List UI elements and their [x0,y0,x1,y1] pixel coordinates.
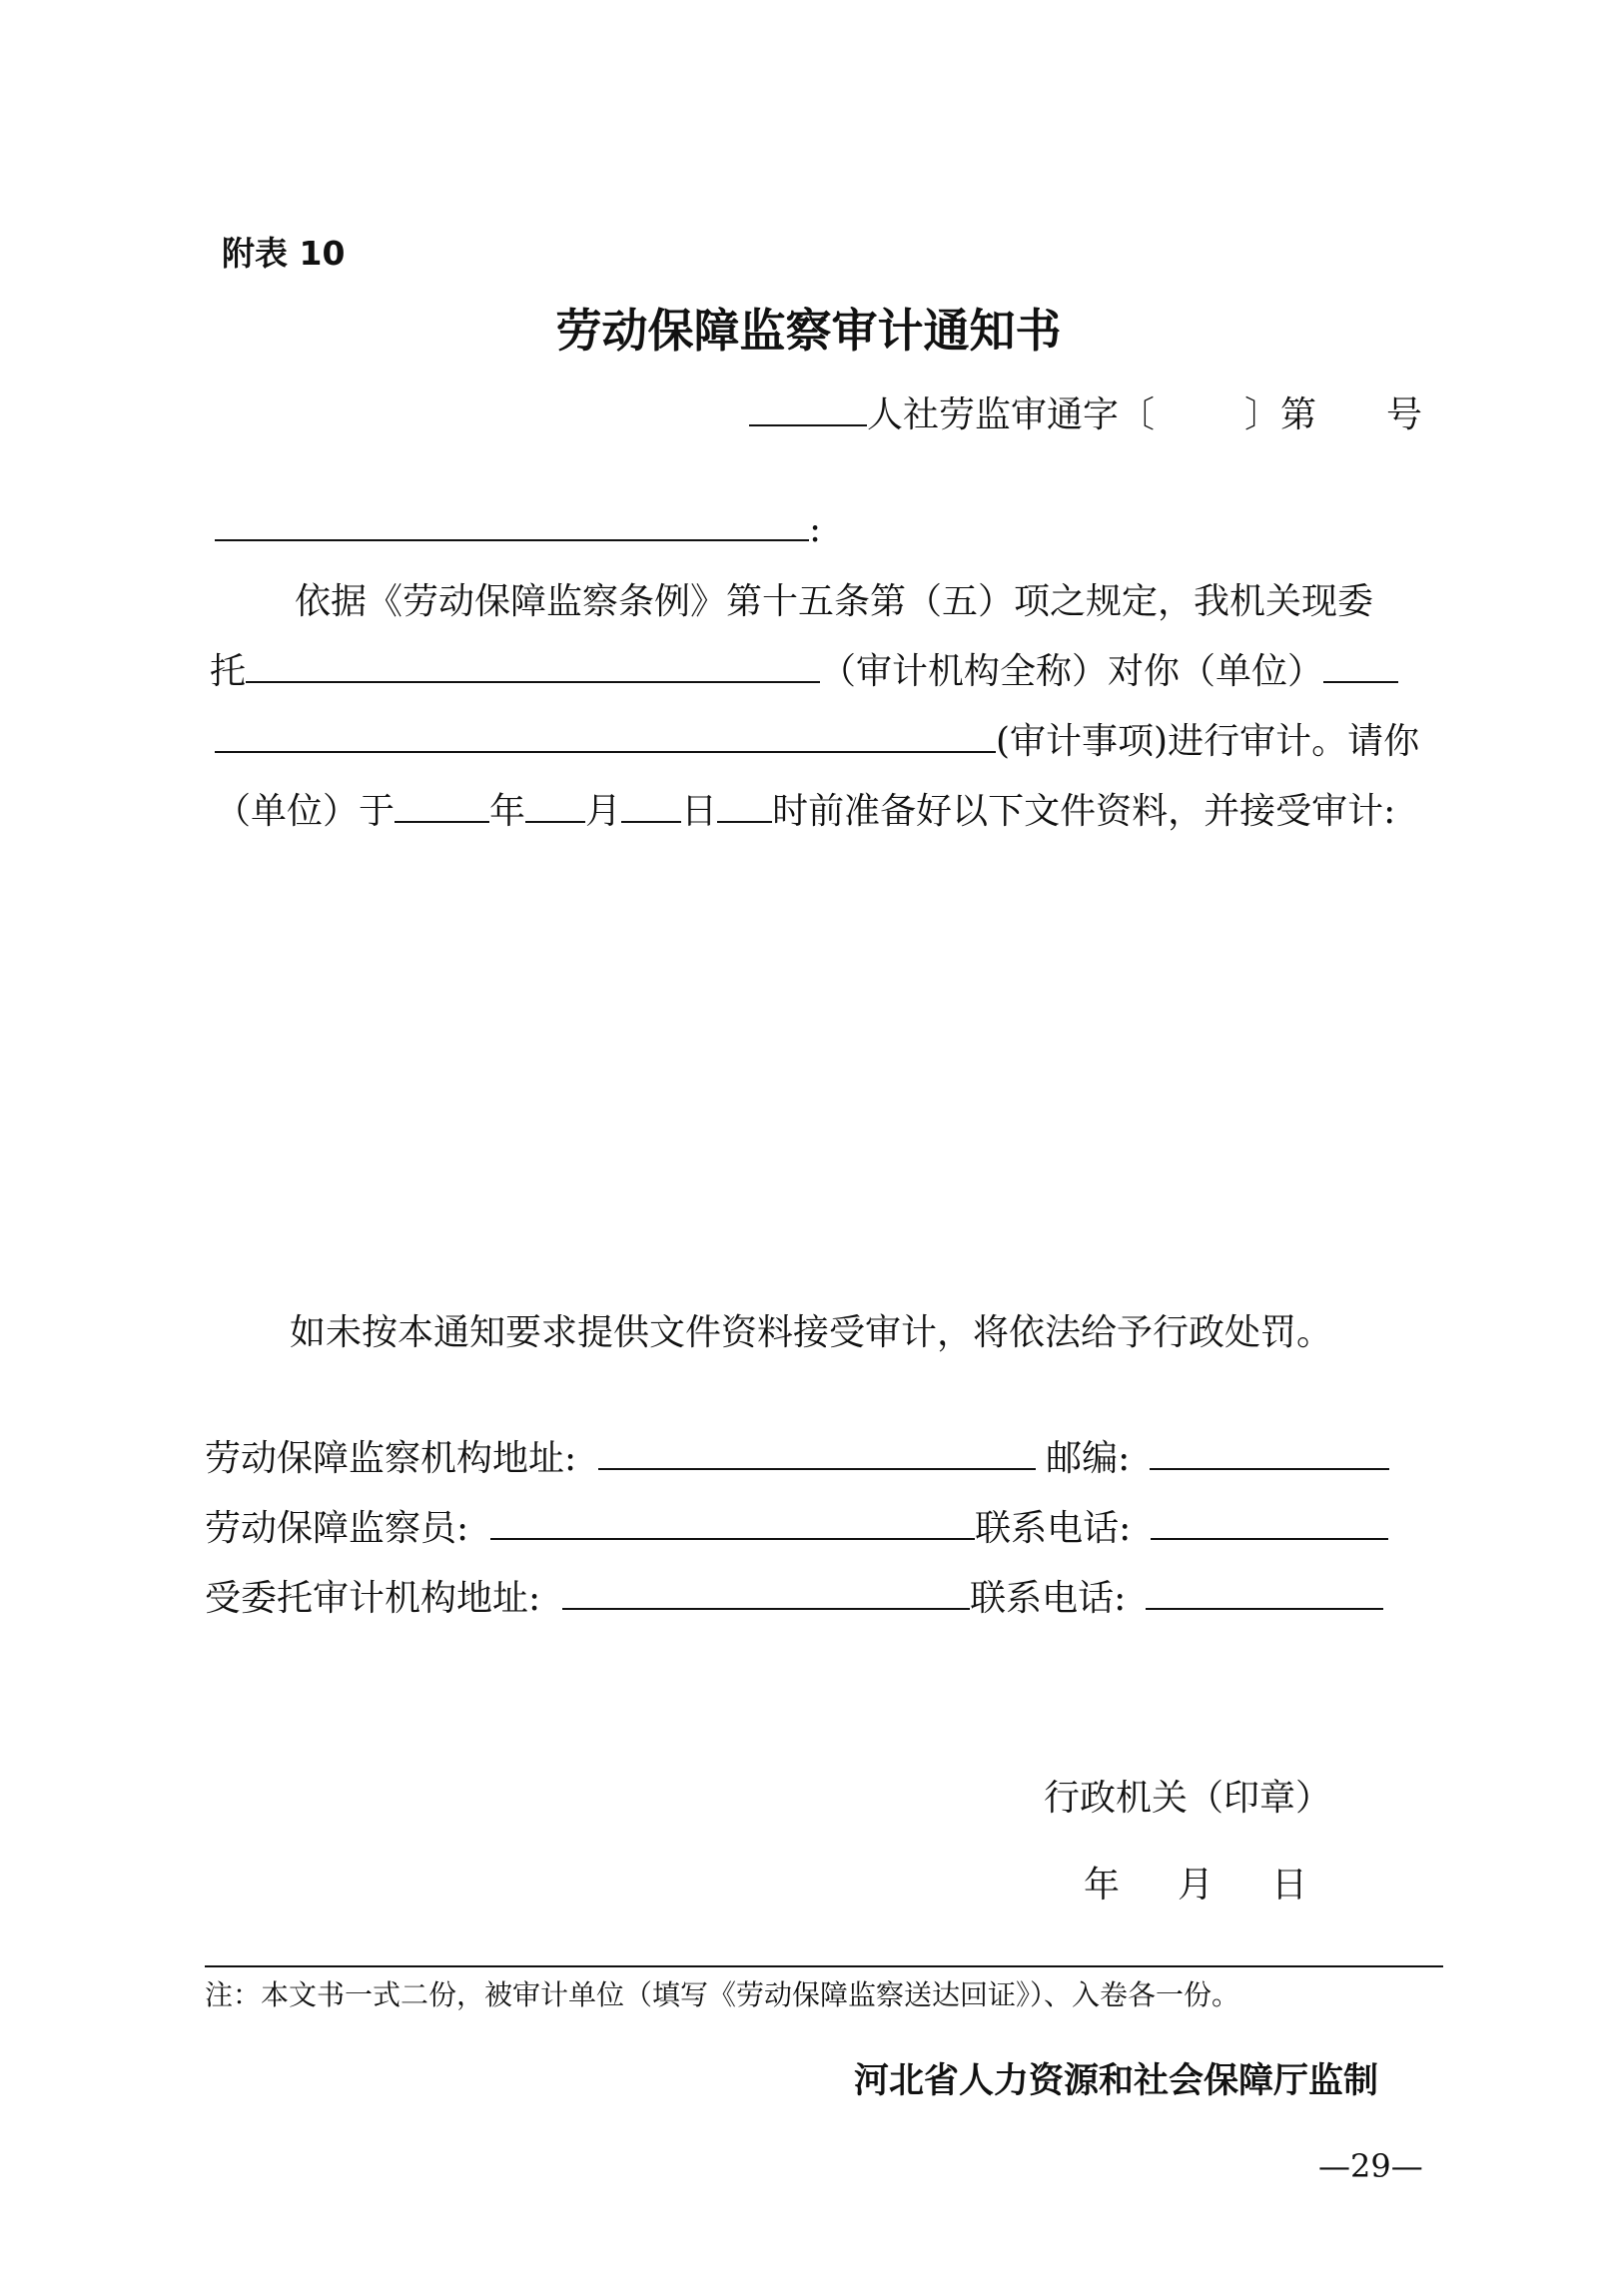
addressee-blank[interactable] [215,509,809,541]
document-number [749,392,1422,438]
contact-inspector-line [205,1506,1388,1552]
audit-matter-blank[interactable] [215,721,996,753]
doc-number-prefix: 人社劳监审通字〔 [867,394,1156,435]
audit-agency-blank[interactable] [246,651,820,683]
unit-name-blank[interactable] [1323,651,1398,683]
postcode-label: 邮编: [1046,1438,1131,1479]
signature-year: 年 [1084,1865,1121,1906]
audit-agency-hint: （审计机构全称）对你（单位） [820,651,1324,692]
inspector-label: 劳动保障监察员: [205,1508,469,1549]
body-line-4: （单位）于 年 月 日 时前准备好以下文件资料，并接受审计: [215,791,1396,832]
postcode-blank[interactable] [1150,1438,1389,1470]
day-blank[interactable] [621,791,681,823]
auditor-address-blank[interactable] [562,1578,970,1610]
address-blank[interactable] [598,1438,1036,1470]
page-title: 劳动保障监察审计通知书 [555,304,1062,358]
page-number: —29— [1318,2147,1423,2185]
issuer-text: 河北省人力资源和社会保障厅监制 [854,2061,1379,2101]
address-label: 劳动保障监察机构地址: [205,1438,577,1479]
doc-number-suffix: 号 [1386,394,1423,435]
issuer-code-blank[interactable] [749,394,867,426]
phone-blank-2[interactable] [1146,1578,1383,1610]
hour-blank[interactable] [717,791,772,823]
doc-number-middle: 〕第 [1244,394,1317,435]
year-blank[interactable] [395,791,489,823]
inspector-blank[interactable] [490,1508,975,1540]
contact-auditor-line [205,1576,1383,1622]
footnote: 注：本文书一式二份，被审计单位（填写《劳动保障监察送达回证》）、入卷各一份。 [205,1978,1240,2011]
attachment-label: 附表 10 [222,234,346,273]
signature-month: 月 [1178,1865,1214,1906]
month-blank[interactable] [525,791,585,823]
auditor-address-label: 受委托审计机构地址: [205,1578,541,1619]
body-line-1: 依据《劳动保障监察条例》第十五条第（五）项之规定，我机关现委 [295,581,1374,622]
warning-text: 如未按本通知要求提供文件资料接受审计，将依法给予行政处罚。 [290,1312,1333,1353]
footer-divider [205,1965,1443,1967]
seal-label: 行政机关（印章） [1044,1778,1332,1819]
phone-blank-1[interactable] [1151,1508,1388,1540]
signature-day: 日 [1271,1865,1308,1906]
contact-address-line [205,1436,1389,1482]
body-line-2: 托 （审计机构全称）对你（单位） [210,649,1458,695]
addressee-line: : [215,507,821,553]
phone-label-2: 联系电话: [970,1578,1127,1619]
signature-date [1084,1863,1307,1909]
body-line-3: (审计事项)进行审计。请你 [215,719,1419,765]
phone-label-1: 联系电话: [975,1508,1132,1549]
